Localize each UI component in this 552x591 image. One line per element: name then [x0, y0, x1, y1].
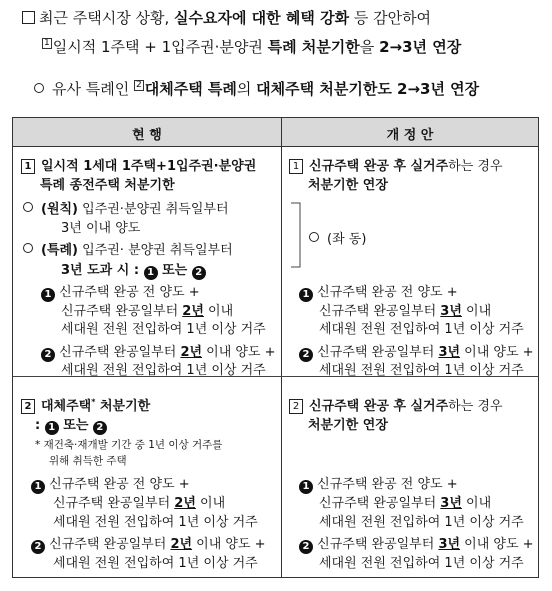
number-2-icon: 2	[299, 540, 313, 554]
bracket-icon	[289, 202, 303, 268]
left-opt4: 2 신규주택 완공일부터 2년 이내 양도 +	[31, 533, 266, 554]
left-s2-note-1: * 재건축·재개발 기간 중 1년 이상 거주를	[35, 439, 223, 451]
right-opt3: 1 신규주택 완공 전 양도 +	[299, 473, 458, 494]
number-1-icon: 1	[299, 480, 313, 494]
left-opt1-2: 신규주택 완공일부터 2년 이내	[61, 304, 234, 319]
left-s2-sub: : 1 또는 2	[35, 414, 107, 435]
right-opt4: 2 신규주택 완공일부터 3년 이내 양도 +	[299, 533, 534, 554]
left-special: (특례) 입주권· 분양권 취득일부터	[23, 239, 233, 258]
intro-line-2: 1 일시적 1주택 + 1입주권·분양권 특례 처분기한을 2→3년 연장	[44, 38, 462, 56]
left-opt4-2: 세대원 전원 전입하여 1년 이상 거주	[53, 556, 258, 571]
number-1-icon: 1	[299, 288, 313, 302]
left-principle-2: 3년 이내 양도	[61, 221, 141, 236]
right-opt2-2: 세대원 전원 전입하여 1년 이상 거주	[319, 363, 524, 378]
comparison-table	[12, 117, 539, 578]
intro-line-1: 최근 주택시장 상황, 실수요자에 대한 혜택 강화 등 감안하여	[22, 7, 431, 28]
left-principle: (원칙) 입주권·분양권 취득일부터	[23, 198, 229, 217]
left-opt2-2: 세대원 전원 전입하여 1년 이상 거주	[61, 363, 266, 378]
number-1-icon: 1	[45, 421, 59, 435]
number-1-icon: 1	[144, 266, 158, 280]
number-2-icon: 2	[299, 348, 313, 362]
left-special-2: 3년 도과 시 : 1 또는 2	[61, 259, 206, 280]
number-1-icon: 1	[41, 288, 55, 302]
circle-bullet-icon	[34, 83, 44, 93]
circle-bullet-icon	[23, 243, 33, 253]
column-divider	[281, 118, 282, 577]
right-s2-title-2: 처분기한 연장	[308, 418, 388, 433]
right-same: (좌 동)	[309, 228, 366, 247]
number-2-icon: 2	[93, 421, 107, 435]
right-opt3-3: 세대원 전원 전입하여 1년 이상 거주	[319, 515, 524, 530]
left-s2-title: 2 대체주택* 처분기한	[21, 395, 150, 414]
left-opt1: 1 신규주택 완공 전 양도 +	[41, 281, 200, 302]
right-opt4-2: 세대원 전원 전입하여 1년 이상 거주	[319, 556, 524, 571]
checkbox-square-icon	[22, 11, 35, 24]
header-current: 현 행	[132, 128, 162, 143]
marker-1: 1	[44, 38, 50, 48]
right-s1-title: 1 신규주택 완공 후 실거주하는 경우	[289, 155, 503, 174]
right-opt2: 2 신규주택 완공일부터 3년 이내 양도 +	[299, 341, 534, 362]
left-s1-title-2: 특례 종전주택 처분기한	[40, 178, 175, 193]
left-opt1-3: 세대원 전원 전입하여 1년 이상 거주	[61, 322, 266, 337]
intro-line-3: 유사 특례인 2 대체주택 특례의 대체주택 처분기한도 2→3년 연장	[34, 78, 479, 99]
circle-bullet-icon	[309, 232, 319, 242]
marker-2: 2	[136, 80, 142, 90]
number-2-icon: 2	[192, 266, 206, 280]
right-s1-title-2: 처분기한 연장	[308, 178, 388, 193]
left-opt3: 1 신규주택 완공 전 양도 +	[31, 473, 190, 494]
right-opt1-2: 신규주택 완공일부터 3년 이내	[319, 304, 492, 319]
left-s1-title: 1 일시적 1세대 1주택+1입주권·분양권	[21, 155, 256, 174]
number-2-icon: 2	[31, 540, 45, 554]
right-s2-title: 2 신규주택 완공 후 실거주하는 경우	[289, 395, 503, 414]
left-opt3-2: 신규주택 완공일부터 2년 이내	[53, 496, 226, 511]
header-revised: 개 정 안	[386, 128, 434, 143]
number-2-icon: 2	[41, 348, 55, 362]
left-opt3-3: 세대원 전원 전입하여 1년 이상 거주	[53, 515, 258, 530]
right-opt1-3: 세대원 전원 전입하여 1년 이상 거주	[319, 322, 524, 337]
left-opt2: 2 신규주택 완공일부터 2년 이내 양도 +	[41, 341, 276, 362]
number-1-icon: 1	[31, 480, 45, 494]
left-s2-note-2: 위해 취득한 주택	[49, 455, 127, 467]
right-opt1: 1 신규주택 완공 전 양도 +	[299, 281, 458, 302]
circle-bullet-icon	[23, 202, 33, 212]
right-opt3-2: 신규주택 완공일부터 3년 이내	[319, 496, 492, 511]
